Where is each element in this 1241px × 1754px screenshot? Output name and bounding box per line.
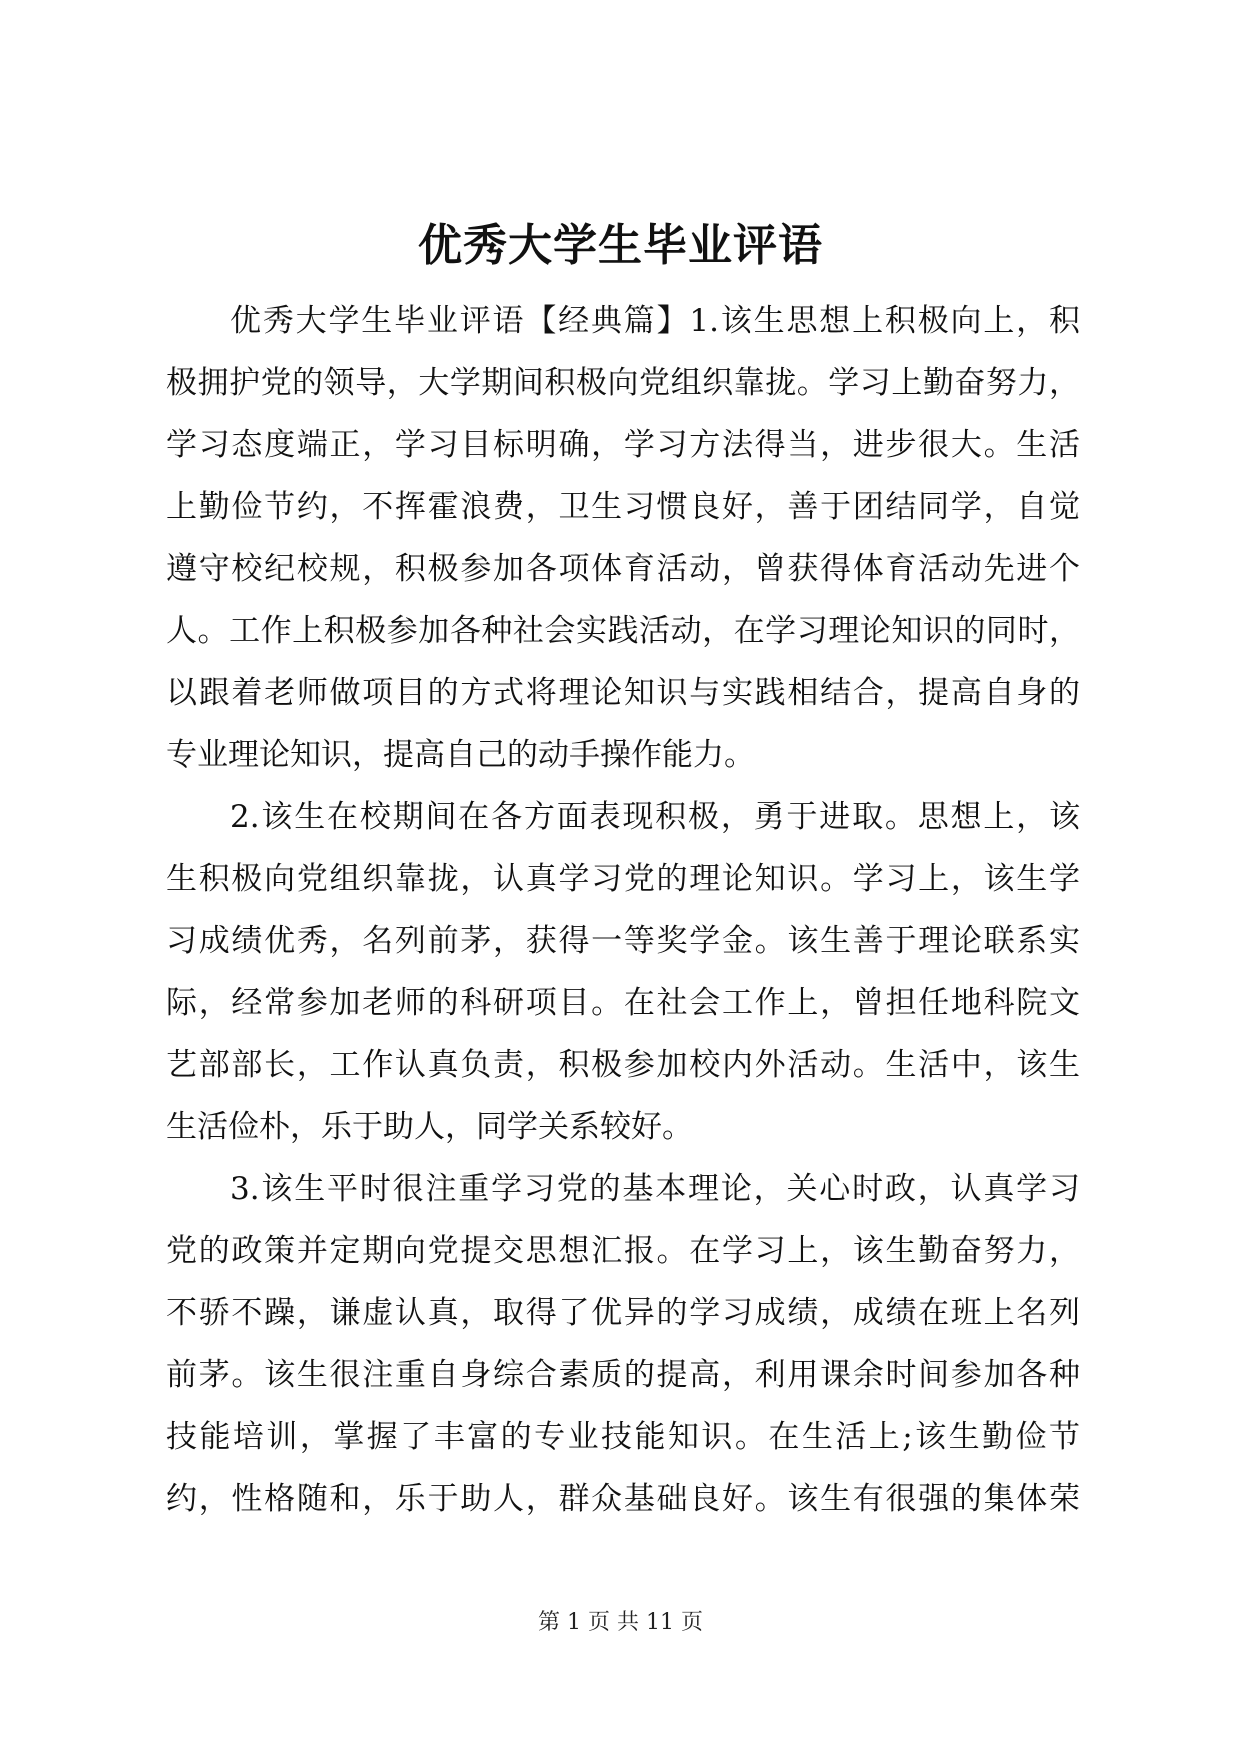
paragraph-3-line-3: 不骄不躁，谦虚认真，取得了优异的学习成绩，成绩在班上名列 [166,1295,1080,1331]
paragraph-3-line-6: 约，性格随和，乐于助人，群众基础良好。该生有很强的集体荣 [166,1481,1080,1517]
paragraph-3-line-5: 技能培训，掌握了丰富的专业技能知识。在生活上;该生勤俭节 [166,1419,1080,1455]
page-number-footer: 第 1 页 共 11 页 [538,1610,703,1635]
paragraph-3-line-4: 前茅。该生很注重自身综合素质的提高，利用课余时间参加各种 [166,1357,1080,1393]
document-title: 优秀大学生毕业评语 [418,220,823,271]
paragraph-1-line-6: 人。工作上积极参加各种社会实践活动，在学习理论知识的同时， [166,613,1080,649]
paragraph-1-line-5: 遵守校纪校规，积极参加各项体育活动，曾获得体育活动先进个 [166,551,1080,587]
paragraph-1-line-2: 极拥护党的领导，大学期间积极向党组织靠拢。学习上勤奋努力， [166,365,1080,401]
paragraph-2-line-6: 生活俭朴，乐于助人，同学关系较好。 [166,1109,693,1145]
paragraph-1-line-4: 上勤俭节约，不挥霍浪费，卫生习惯良好，善于团结同学，自觉 [166,489,1080,525]
paragraph-1-line-1: 优秀大学生毕业评语【经典篇】1.该生思想上积极向上，积 [230,303,1080,339]
paragraph-2-line-1: 2.该生在校期间在各方面表现积极，勇于进取。思想上，该 [230,799,1080,835]
paragraph-1-line-7: 以跟着老师做项目的方式将理论知识与实践相结合，提高自身的 [166,675,1080,711]
paragraph-1-line-8: 专业理论知识，提高自己的动手操作能力。 [166,737,755,773]
paragraph-2-line-4: 际，经常参加老师的科研项目。在社会工作上，曾担任地科院文 [166,985,1080,1021]
paragraph-2-line-2: 生积极向党组织靠拢，认真学习党的理论知识。学习上，该生学 [166,861,1080,897]
paragraph-1-line-3: 学习态度端正，学习目标明确，学习方法得当，进步很大。生活 [166,427,1080,463]
paragraph-3-line-2: 党的政策并定期向党提交思想汇报。在学习上，该生勤奋努力， [166,1233,1080,1269]
paragraph-2-line-3: 习成绩优秀，名列前茅，获得一等奖学金。该生善于理论联系实 [166,923,1080,959]
paragraph-2-line-5: 艺部部长，工作认真负责，积极参加校内外活动。生活中，该生 [166,1047,1080,1083]
document-body [166,290,1080,1530]
paragraph-3-line-1: 3.该生平时很注重学习党的基本理论，关心时政，认真学习 [230,1171,1080,1207]
